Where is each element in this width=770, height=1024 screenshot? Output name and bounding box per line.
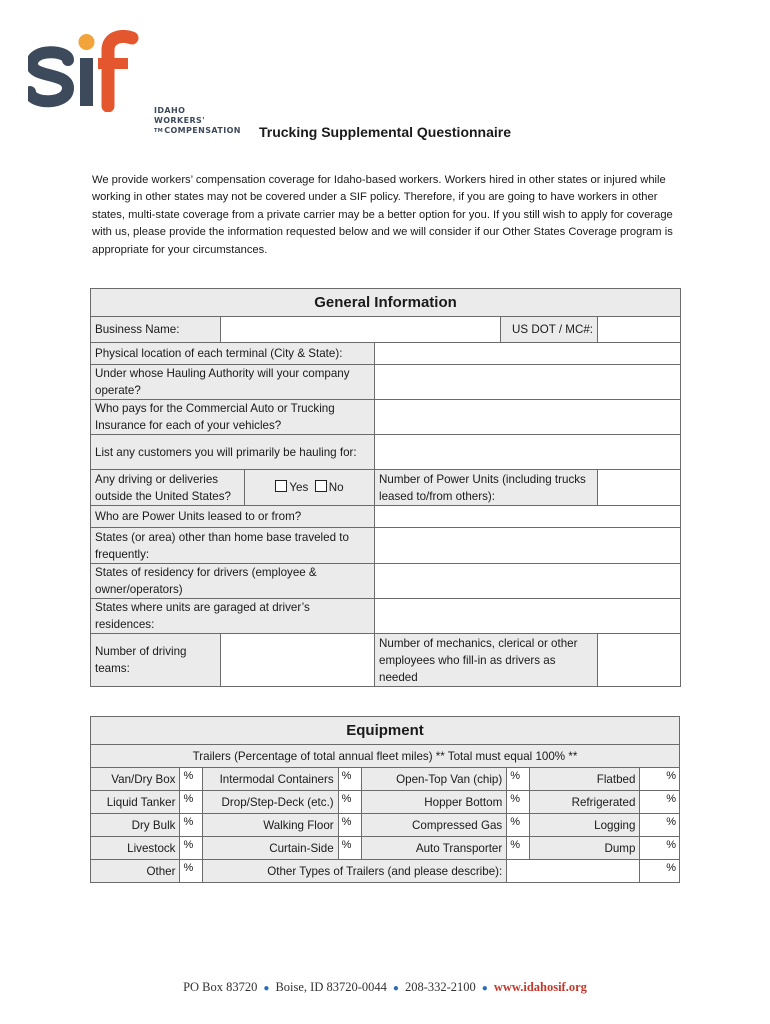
mechanics-label: Number of mechanics, clerical or other employees who fill-in as drivers as needed — [375, 634, 598, 687]
footer-url[interactable]: www.idahosif.org — [493, 980, 587, 994]
trailer-percent-field[interactable]: % — [507, 791, 530, 814]
trailers-note: Trailers (Percentage of total annual fleet miles) ** Total must equal 100% ** — [91, 745, 680, 768]
trailer-percent-field[interactable]: % — [640, 791, 680, 814]
trailer-label: Open-Top Van (chip) — [361, 768, 507, 791]
trailer-label: Curtain-Side — [203, 837, 338, 860]
hauling-authority-field[interactable] — [375, 365, 681, 400]
trailer-percent-field[interactable]: % — [507, 837, 530, 860]
who-pays-field[interactable] — [375, 400, 681, 435]
leased-field[interactable] — [375, 506, 681, 528]
physical-location-label: Physical location of each terminal (City & State): — [91, 343, 375, 365]
trailer-percent-field[interactable]: % — [640, 837, 680, 860]
trailer-percent-field[interactable]: % — [338, 837, 361, 860]
footer-dot-icon: ● — [392, 983, 399, 994]
trailer-percent-field[interactable]: % — [180, 768, 203, 791]
footer — [0, 980, 770, 995]
trailer-label: Intermodal Containers — [203, 768, 338, 791]
trailer-label-other: Other — [91, 860, 180, 883]
no-label: No — [328, 481, 344, 494]
trailer-label: Walking Floor — [203, 814, 338, 837]
trailer-label: Livestock — [91, 837, 180, 860]
no-checkbox[interactable] — [315, 480, 327, 492]
states-garaged-field[interactable] — [375, 599, 681, 634]
trailer-label: Flatbed — [530, 768, 640, 791]
power-units-label: Number of Power Units (including trucks leased to/from others): — [375, 470, 598, 506]
us-dot-label: US DOT / MC#: — [501, 317, 598, 343]
trailer-percent-field[interactable]: % — [180, 791, 203, 814]
trailer-label: Auto Transporter — [361, 837, 507, 860]
states-residency-field[interactable] — [375, 564, 681, 599]
trailer-label: Hopper Bottom — [361, 791, 507, 814]
trailer-percent-field[interactable]: % — [507, 768, 530, 791]
trailer-percent-field[interactable]: % — [640, 814, 680, 837]
trailer-percent-field[interactable]: % — [338, 791, 361, 814]
footer-po-box: PO Box 83720 — [183, 980, 258, 994]
business-name-label: Business Name: — [91, 317, 221, 343]
footer-city: Boise, ID 83720-0044 — [275, 980, 387, 994]
yes-label: Yes — [289, 481, 309, 494]
trailer-percent-field[interactable]: % — [507, 814, 530, 837]
states-traveled-field[interactable] — [375, 528, 681, 564]
outside-us-options — [245, 470, 375, 506]
who-pays-label: Who pays for the Commercial Auto or Trucking Insurance for each of your vehicles? — [91, 400, 375, 435]
trailer-pct-other[interactable]: % — [180, 860, 203, 883]
footer-phone: 208-332-2100 — [404, 980, 476, 994]
other-types-pct[interactable]: % — [640, 860, 680, 883]
other-types-field[interactable] — [507, 860, 640, 883]
trailer-percent-field[interactable]: % — [338, 768, 361, 791]
trailer-percent-field[interactable]: % — [338, 814, 361, 837]
business-name-field[interactable] — [221, 317, 501, 343]
trailer-label: Van/Dry Box — [91, 768, 180, 791]
power-units-field[interactable] — [598, 470, 681, 506]
states-residency-label: States of residency for drivers (employee & owner/operators) — [91, 564, 375, 599]
logo-wordmark: IDAHO WORKERS' ™COMPENSATION — [154, 106, 241, 135]
driving-teams-field[interactable] — [221, 634, 375, 687]
trailer-label: Dry Bulk — [91, 814, 180, 837]
mechanics-field[interactable] — [598, 634, 681, 687]
trailer-percent-field[interactable]: % — [180, 814, 203, 837]
equipment-heading: Equipment — [91, 717, 680, 745]
intro-paragraph: We provide workers’ compensation coverage for Idaho-based workers. Workers hired in other states or injured while working in other states may not be covered under a SIF policy. Therefore, if you are going to have workers in other states, multi-state coverage from a private carrier may be a better option for you. If you still wish to apply for coverage with us, please provide the information requested below and we will consider if our Other States Coverage program is appropriate for your circumstances. — [92, 174, 673, 256]
driving-teams-label: Number of driving teams: — [91, 634, 221, 687]
document-title: Trucking Supplemental Questionnaire — [258, 124, 512, 140]
physical-location-field[interactable] — [375, 343, 681, 365]
states-garaged-label: States where units are garaged at driver’s residences: — [91, 599, 375, 634]
hauling-authority-label: Under whose Hauling Authority will your company operate? — [91, 365, 375, 400]
trailer-label: Logging — [530, 814, 640, 837]
outside-us-label: Any driving or deliveries outside the United States? — [91, 470, 245, 506]
footer-dot-icon: ● — [481, 983, 488, 994]
trailer-percent-field[interactable]: % — [640, 768, 680, 791]
yes-checkbox[interactable] — [275, 480, 287, 492]
leased-label: Who are Power Units leased to or from? — [91, 506, 375, 528]
trailer-label: Dump — [530, 837, 640, 860]
general-information-heading: General Information — [91, 289, 681, 317]
other-types-label: Other Types of Trailers (and please describe): — [203, 860, 507, 883]
trailer-label: Liquid Tanker — [91, 791, 180, 814]
customers-field[interactable] — [375, 435, 681, 470]
states-traveled-label: States (or area) other than home base traveled to frequently: — [91, 528, 375, 564]
trailer-label: Refrigerated — [530, 791, 640, 814]
footer-dot-icon: ● — [263, 983, 270, 994]
customers-label: List any customers you will primarily be hauling for: — [91, 435, 375, 470]
trailer-label: Drop/Step-Deck (etc.) — [203, 791, 338, 814]
general-information-table — [90, 288, 681, 687]
us-dot-field[interactable] — [598, 317, 681, 343]
sif-logo — [28, 30, 241, 135]
equipment-table — [90, 716, 680, 883]
trailer-percent-field[interactable]: % — [180, 837, 203, 860]
trailer-label: Compressed Gas — [361, 814, 507, 837]
sif-logo-mark — [28, 30, 158, 112]
